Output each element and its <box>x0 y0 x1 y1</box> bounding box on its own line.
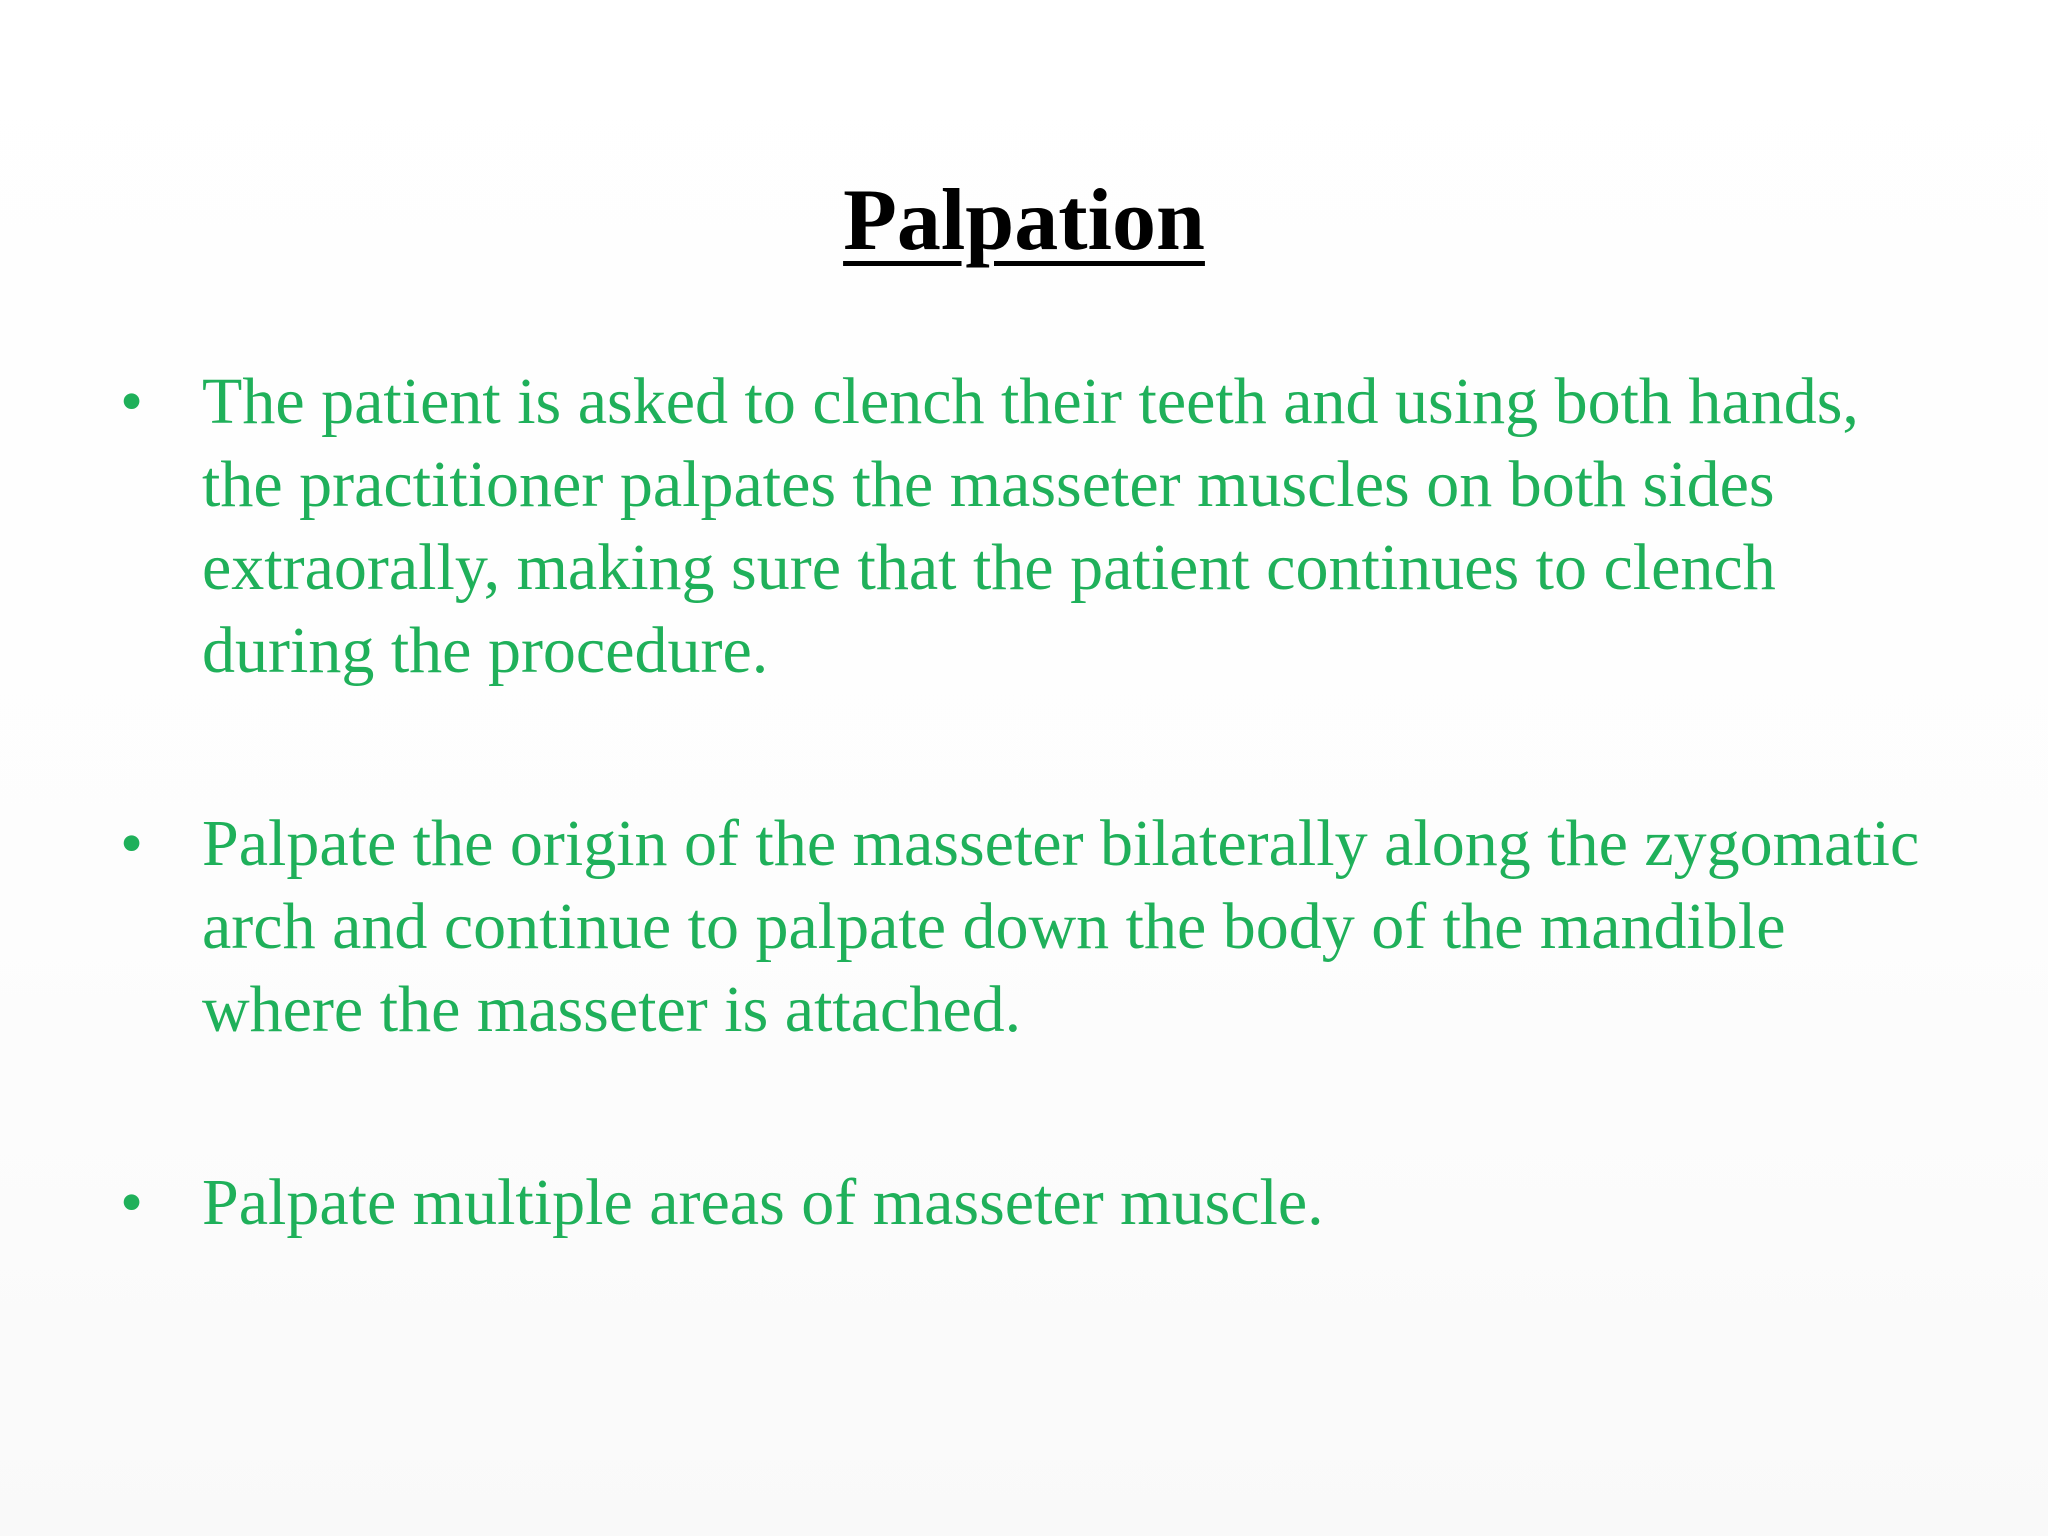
bullet-text: The patient is asked to clench their teeth and using both hands, the practitioner palpates the masseter muscles on both sides extraorally, making sure that the patient continues to clench during the procedure. <box>202 365 1859 687</box>
bullet-list <box>120 360 1950 1244</box>
bullet-dot-icon: • <box>120 365 144 438</box>
bullet-dot-icon: • <box>120 1166 144 1239</box>
bullet-text: Palpate multiple areas of masseter muscle. <box>202 1166 1324 1239</box>
slide-title: Palpation <box>843 172 1205 269</box>
bullet-dot-icon: • <box>120 807 144 880</box>
bullet-item <box>120 1161 1950 1244</box>
bullet-text: Palpate the origin of the masseter bilaterally along the zygomatic arch and continue to palpate down the body of the mandible where the masseter is attached. <box>202 807 1920 1046</box>
bullet-item <box>120 802 1950 1051</box>
bullet-item <box>120 360 1950 692</box>
